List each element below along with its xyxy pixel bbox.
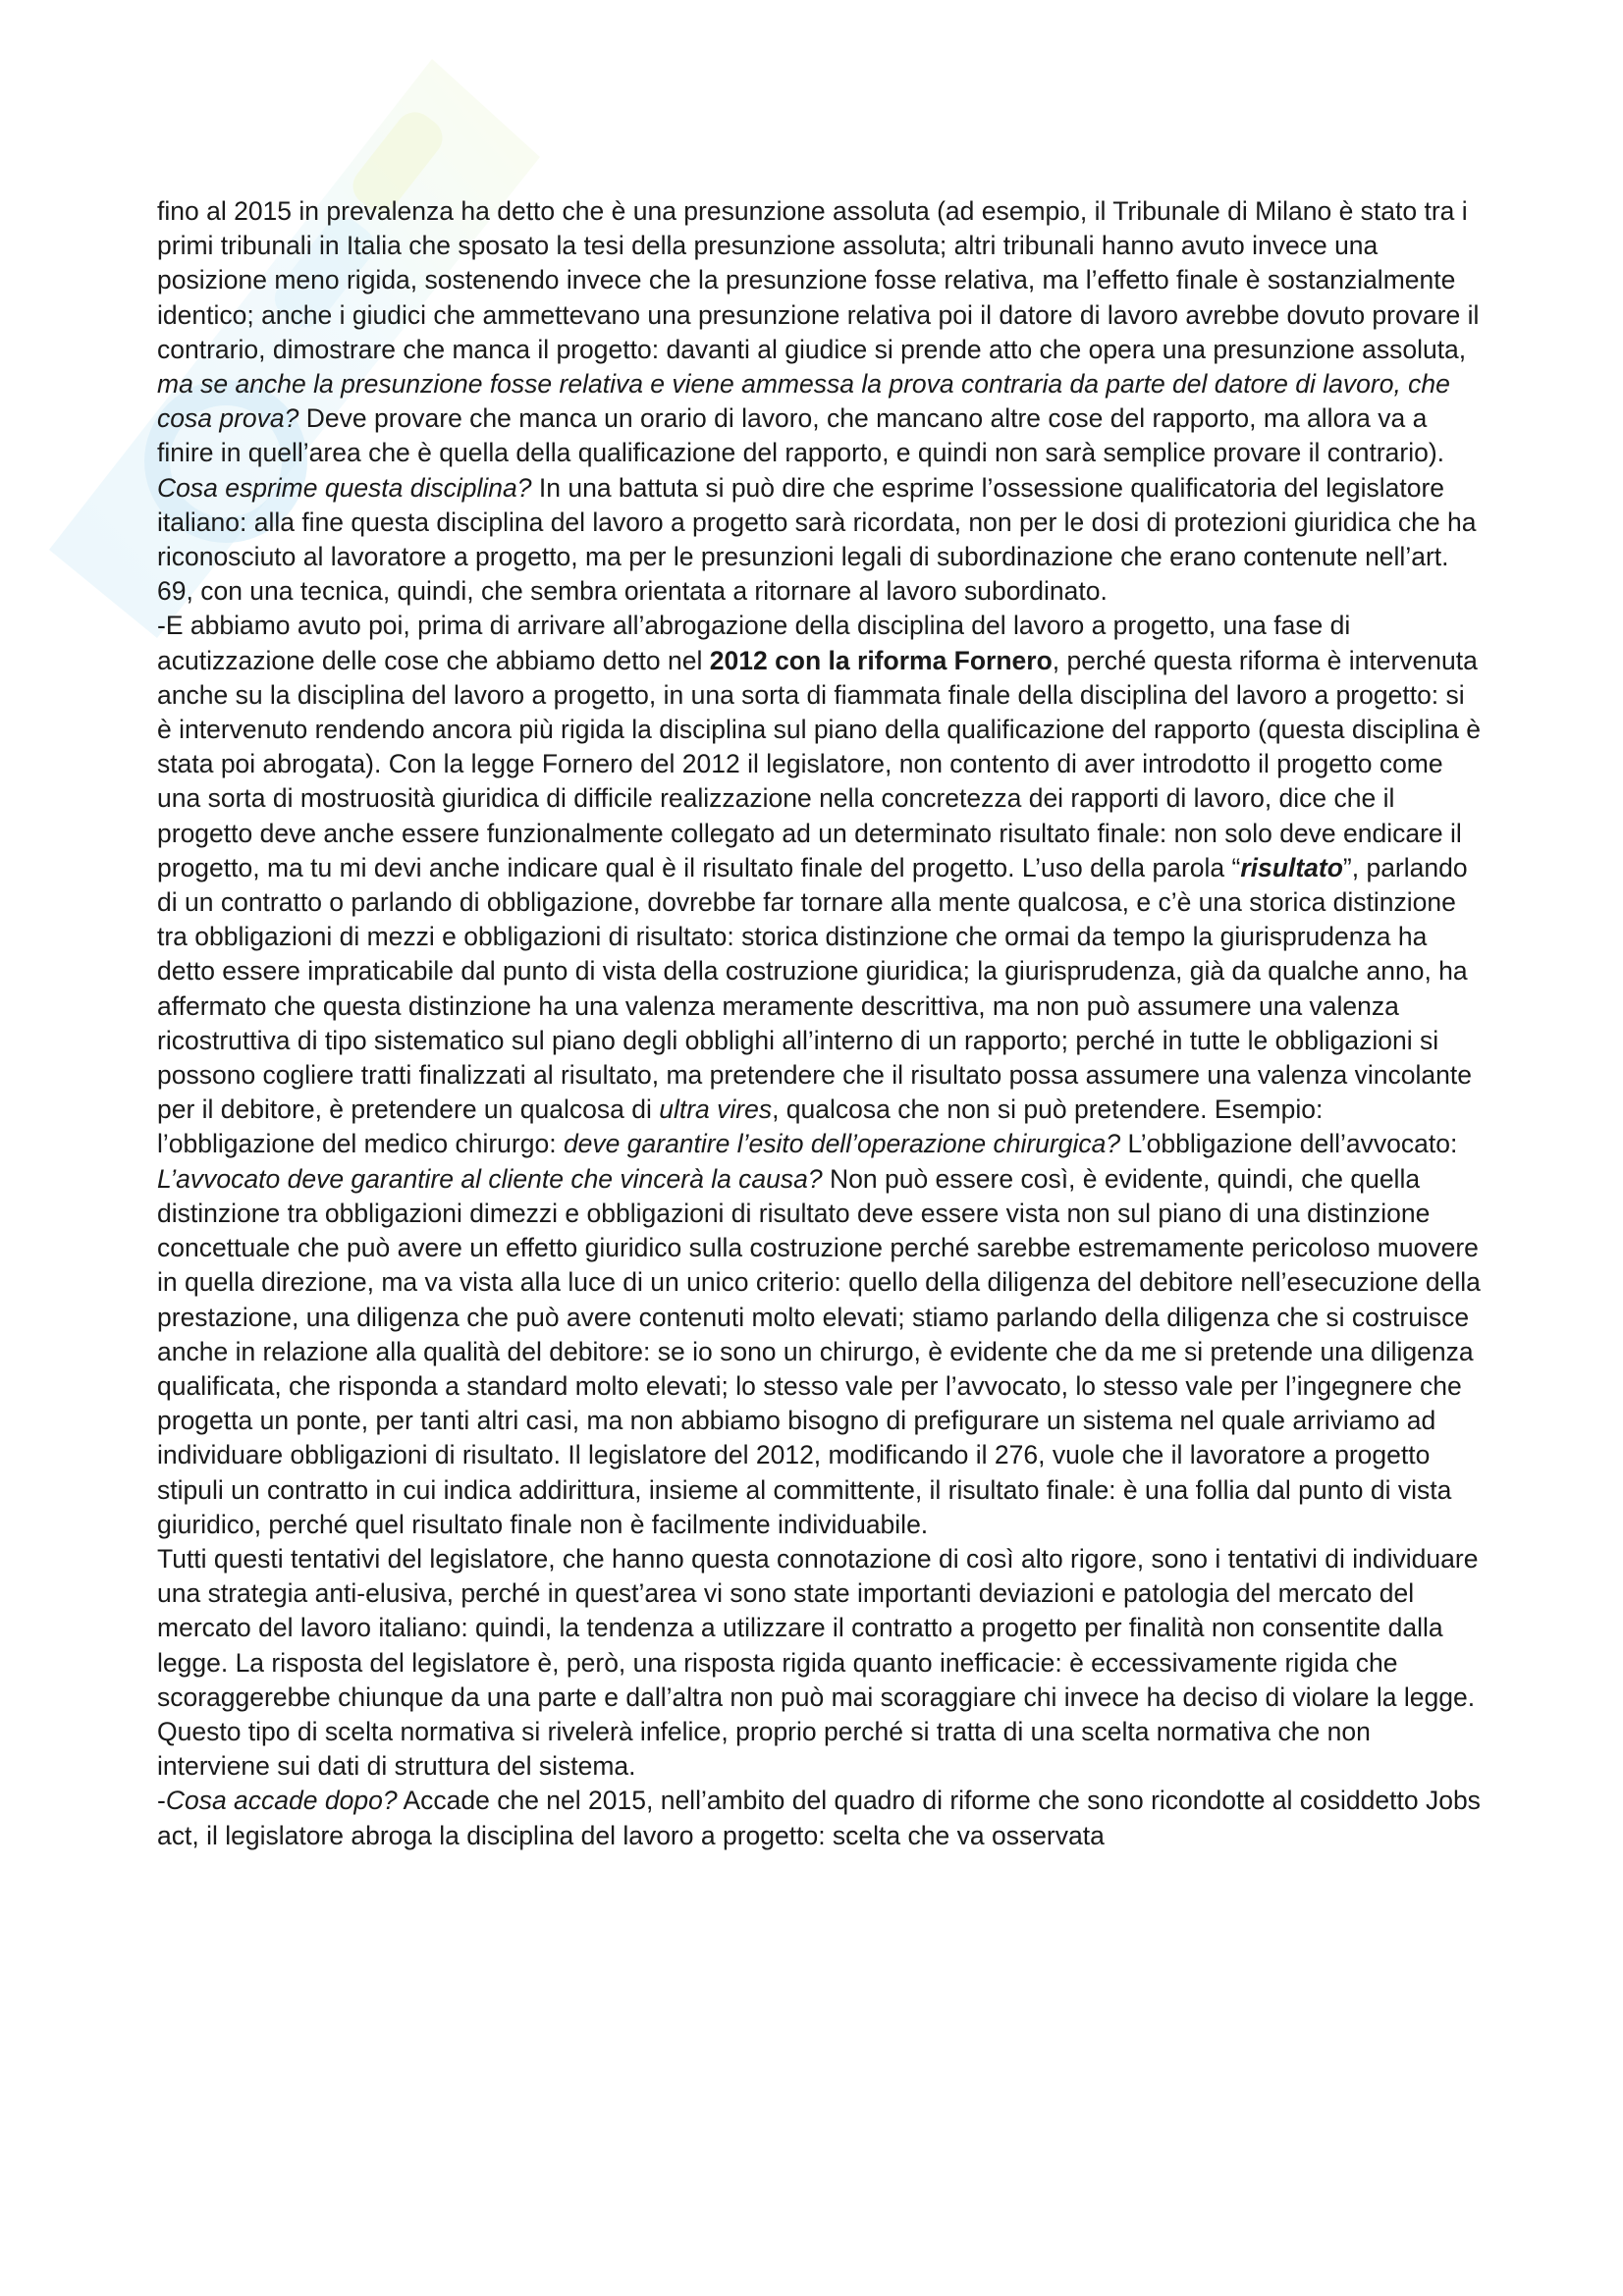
text-segment: Deve provare che manca un orario di lavoro, che mancano altre cose del rapporto, ma allora va a finire in quell’area che è quella della qualificazione del rapporto, e quindi non sarà semplice provare il contrario). xyxy=(157,403,1445,468)
text-segment: -E abbiamo avuto poi, prima di arrivare all’abrogazione della disciplina del lavoro a progetto, una fase di acutizzazione delle cose che abbiamo detto nel xyxy=(157,611,1351,675)
paragraph xyxy=(157,1784,1483,1852)
text-segment: - xyxy=(157,1786,166,1816)
text-segment: Accade che nel 2015, nell’ambito del quadro di riforme che sono ricondotte al cosiddetto Jobs act, il legislatore abroga la disciplina del lavoro a progetto: scelta che va osservata xyxy=(157,1786,1481,1850)
text-segment: 2012 con la riforma Fornero xyxy=(709,645,1053,675)
paragraph xyxy=(157,194,1483,609)
text-segment: ”, parlando di un contratto o parlando di obbligazione, dovrebbe far tornare alla mente qualcosa, e c’è una storica distinzione tra obbligazioni di mezzi e obbligazioni di risultato: storica distinzione che ormai da tempo la giurisprudenza ha detto essere impraticabile dal punto di vista della costruzione giuridica; la giurisprudenza, già da qualche anno, ha affermato che questa distinzione ha una valenza meramente descrittiva, ma non può assumere una valenza ricostruttiva di tipo sistematico sul piano degli obblighi all’interno di un rapporto; perché in tutte le obbligazioni si possono cogliere tratti finalizzati al risultato, ma pretendere che il risultato possa assumere una valenza vincolante per il debitore, è pretendere un qualcosa di xyxy=(157,852,1472,1125)
text-segment: L’obbligazione dell’avvocato: xyxy=(1120,1129,1458,1159)
text-segment: risultato xyxy=(1240,852,1343,882)
text-segment: , perché questa riforma è intervenuta anche su la disciplina del lavoro a progetto, in una sorta di fiammata finale della disciplina del lavoro a progetto: si è intervenuto rendendo ancora più rigida la disciplina sul piano della qualificazione del rapporto (questa disciplina è stata poi abrogata). Con la legge Fornero del 2012 il legislatore, non contento di aver introdotto il progetto come una sorta di mostruosità giuridica di difficile realizzazione nella concretezza dei rapporti di lavoro, dice che il progetto deve anche essere funzionalmente collegato ad un determinato risultato finale: non solo deve endicare il progetto, ma tu mi devi anche indicare qual è il risultato finale del progetto. L’uso della parola “ xyxy=(157,645,1481,882)
text-segment: L’avvocato deve garantire al cliente che vincerà la causa? xyxy=(157,1163,823,1194)
paragraph xyxy=(157,1542,1483,1784)
text-segment: ultra vires xyxy=(659,1095,773,1125)
text-segment: fino al 2015 in prevalenza ha detto che è una presunzione assoluta (ad esempio, il Tribunale di Milano è stato tra i primi tribunali in Italia che sposato la tesi della presunzione assoluta; altri tribunali hanno avuto invece una posizione meno rigida, sostenendo invece che la presunzione fosse relativa, ma l’effetto finale è sostanzialmente identico; anche i giudici che ammettevano una presunzione relativa poi il datore di lavoro avrebbe dovuto provare il contrario, dimostrare che manca il progetto: davanti al giudice si prende atto che opera una presunzione assoluta, xyxy=(157,196,1480,364)
document-body xyxy=(157,194,1483,1853)
text-segment: , qualcosa che non si può pretendere. Esempio: l’obbligazione del medico chirurgo: xyxy=(157,1095,1324,1159)
text-segment: Tutti questi tentativi del legislatore, che hanno questa connotazione di così alto rigore, sono i tentativi di individuare una strategia anti-elusiva, perché in quest’area vi sono state importanti deviazioni e patologia del mercato del mercato del lavoro italiano: quindi, la tendenza a utilizzare il contratto a progetto per finalità non consentite dalla legge. La risposta del legislatore è, però, una risposta rigida quanto inefficacie: è eccessivamente rigida che scoraggerebbe chiunque da una parte e dall’altra non può mai scoraggiare chi invece ha deciso di violare la legge. Questo tipo di scelta normativa si rivelerà infelice, proprio perché si tratta di una scelta normativa che non interviene sui dati di struttura del sistema. xyxy=(157,1543,1479,1782)
text-segment: deve garantire l’esito dell’operazione chirurgica? xyxy=(563,1129,1121,1159)
text-segment: ma se anche la presunzione fosse relativa e viene ammessa la prova contraria da parte del datore di lavoro, che cosa prova? xyxy=(157,369,1450,434)
paragraph xyxy=(157,609,1483,1541)
text-segment: Cosa esprime questa disciplina? xyxy=(157,472,532,503)
text-segment: Non può essere così, è evidente, quindi, che quella distinzione tra obbligazioni dimezzi e obbligazioni di risultato deve essere vista non sul piano di una distinzione concettuale che può avere un effetto giuridico sulla costruzione perché sarebbe estremamente pericoloso muovere in quella direzione, ma va vista alla luce di un unico criterio: quello della diligenza del debitore nell’esecuzione della prestazione, una diligenza che può avere contenuti molto elevati; stiamo parlando della diligenza che si costruisce anche in relazione alla qualità del debitore: se io sono un chirurgo, è evidente che da me si pretende una diligenza qualificata, che risponda a standard molto elevati; lo stesso vale per l’avvocato, lo stesso vale per l’ingegnere che progetta un ponte, per tanti altri casi, ma non abbiamo bisogno di prefigurare un sistema nel quale arriviamo ad individuare obbligazioni di risultato. Il legislatore del 2012, modificando il 276, vuole che il lavoratore a progetto stipuli un contratto in cui indica addirittura, insieme al committente, il risultato finale: è una follia dal punto di vista giuridico, perché quel risultato finale non è facilmente individuabile. xyxy=(157,1163,1481,1539)
text-segment: Cosa accade dopo? xyxy=(165,1786,398,1816)
text-segment: In una battuta si può dire che esprime l’ossessione qualificatoria del legislatore italiano: alla fine questa disciplina del lavoro a progetto sarà ricordata, non per le dosi di protezioni giuridica che ha riconosciuto al lavoratore a progetto, ma per le presunzioni legali di subordinazione che erano contenute nell’art. 69, con una tecnica, quindi, che sembra orientata a ritornare al lavoro subordinato. xyxy=(157,472,1477,607)
